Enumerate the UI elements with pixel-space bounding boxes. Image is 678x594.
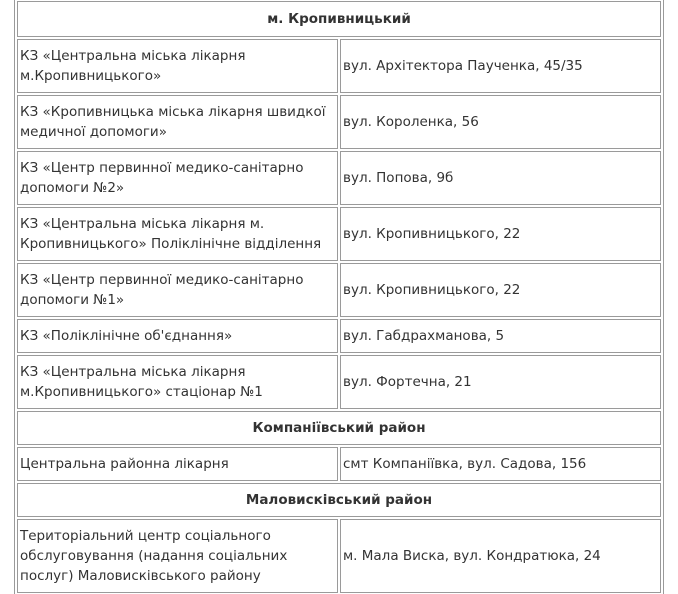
facility-name: Центральна районна лікарня bbox=[17, 447, 338, 481]
table-row bbox=[17, 95, 661, 149]
facility-name: КЗ «Кропивницька міська лікарня швидкої медичної допомоги» bbox=[17, 95, 338, 149]
facility-address: вул. Кропивницького, 22 bbox=[340, 263, 661, 317]
section-heading: м. Кропивницький bbox=[17, 1, 661, 37]
table-row bbox=[17, 447, 661, 481]
table-row bbox=[17, 263, 661, 317]
section-heading: Маловисківський район bbox=[17, 483, 661, 517]
facility-name: КЗ «Поліклінічне об'єднання» bbox=[17, 319, 338, 353]
table-row bbox=[17, 151, 661, 205]
section-row bbox=[17, 411, 661, 445]
section-row bbox=[17, 1, 661, 37]
facility-address: вул. Кропивницького, 22 bbox=[340, 207, 661, 261]
table-row bbox=[17, 519, 661, 593]
facility-address: м. Мала Виска, вул. Кондратюка, 24 bbox=[340, 519, 661, 593]
table-row bbox=[17, 355, 661, 409]
facility-address: вул. Фортечна, 21 bbox=[340, 355, 661, 409]
table-row bbox=[17, 207, 661, 261]
facility-address: вул. Короленка, 56 bbox=[340, 95, 661, 149]
facility-name: КЗ «Центральна міська лікарня м.Кропивницького» bbox=[17, 39, 338, 93]
table-row bbox=[17, 39, 661, 93]
section-row bbox=[17, 483, 661, 517]
facility-name: КЗ «Центр первинної медико-санітарно допомоги №2» bbox=[17, 151, 338, 205]
facility-address: вул. Попова, 9б bbox=[340, 151, 661, 205]
facility-address: вул. Архітектора Паученка, 45/35 bbox=[340, 39, 661, 93]
facility-name: КЗ «Центр первинної медико-санітарно допомоги №1» bbox=[17, 263, 338, 317]
facility-address: смт Компаніївка, вул. Садова, 156 bbox=[340, 447, 661, 481]
table-row bbox=[17, 319, 661, 353]
facility-name: КЗ «Центральна міська лікарня м.Кропивницького» стаціонар №1 bbox=[17, 355, 338, 409]
section-heading: Компаніївський район bbox=[17, 411, 661, 445]
facility-name: КЗ «Центральна міська лікарня м. Кропивницького» Поліклінічне відділення bbox=[17, 207, 338, 261]
facility-name: Територіальний центр соціального обслуговування (надання соціальних послуг) Маловисківського району bbox=[17, 519, 338, 593]
facility-address: вул. Габдрахманова, 5 bbox=[340, 319, 661, 353]
facilities-table bbox=[14, 0, 664, 594]
